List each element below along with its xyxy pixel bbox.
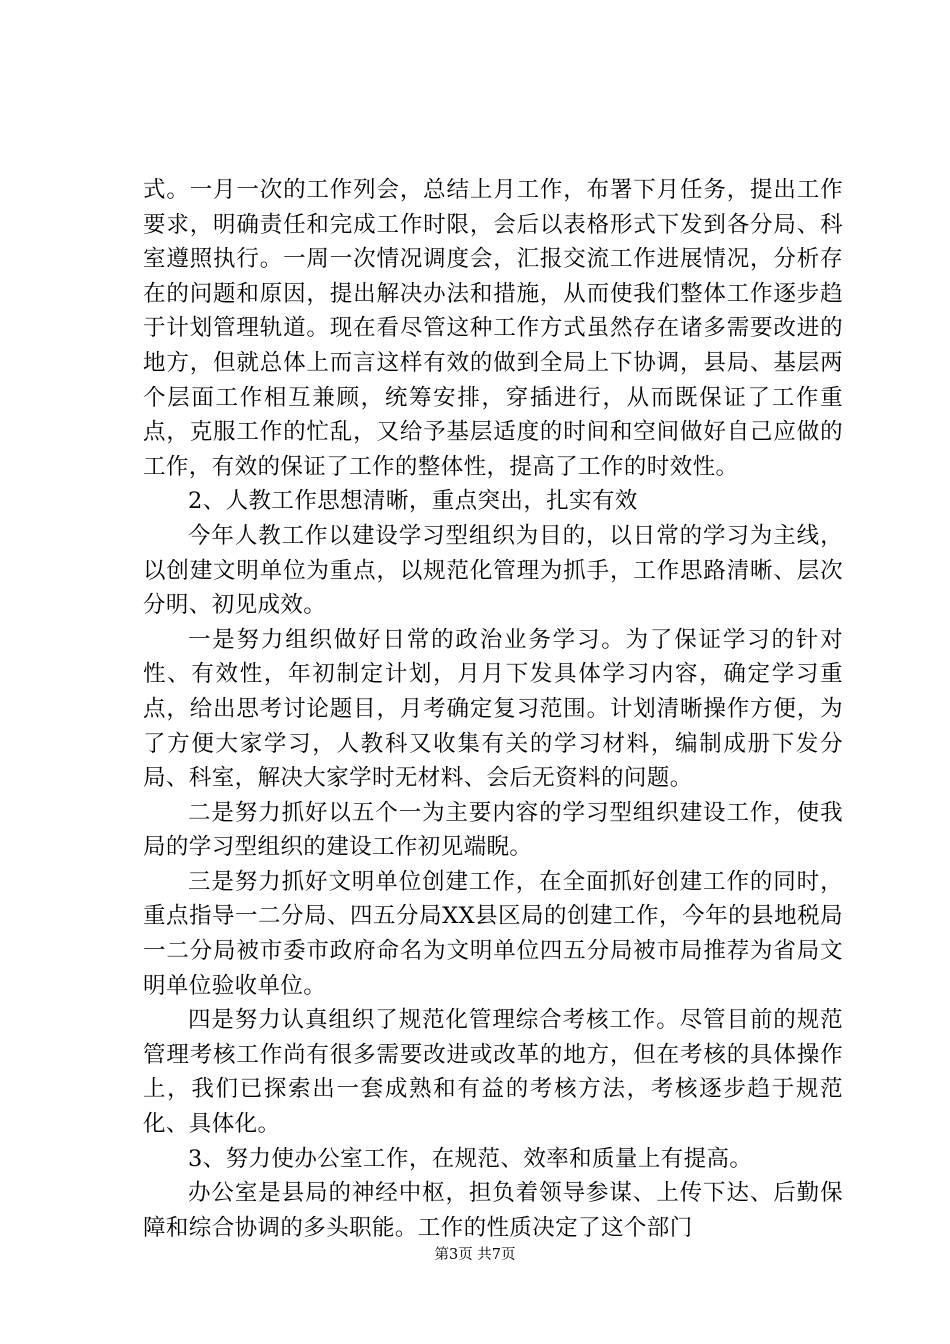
- page-number-footer: 第3页 共7页: [434, 1247, 516, 1263]
- paragraph: 今年人教工作以建设学习型组织为目的，以日常的学习为主线，以创建文明单位为重点，以规范化管理为抓手，工作思路清晰、层次分明、初见成效。: [143, 522, 843, 619]
- document-body: [143, 173, 843, 1245]
- paragraph: 办公室是县局的神经中枢，担负着领导参谋、上传下达、后勤保障和综合协调的多头职能。工作的性质决定了这个部门: [143, 1180, 843, 1241]
- paragraph: 三是努力抓好文明单位创建工作，在全面抓好创建工作的同时，重点指导一二分局、四五分局XX县区局的创建工作，今年的县地税局一二分局被市委市政府命名为文明单位四五分局被市局推荐为省局文明单位验收单位。: [143, 868, 843, 999]
- paragraph: 四是努力认真组织了规范化管理综合考核工作。尽管目前的规范管理考核工作尚有很多需要改进或改革的地方，但在考核的具体操作上，我们已探索出一套成熟和有益的考核方法，考核逐步趋于规范化、具体化。: [143, 1007, 843, 1138]
- section-heading-3: 3、努力使办公室工作，在规范、效率和质量上有提高。: [188, 1145, 753, 1172]
- paragraph-continuation: 式。一月一次的工作列会，总结上月工作，布署下月任务，提出工作要求，明确责任和完成工作时限，会后以表格形式下发到各分局、科室遵照执行。一周一次情况调度会，汇报交流工作进展情况，分析存在的问题和原因，提出解决办法和措施，从而使我们整体工作逐步趋于计划管理轨道。现在看尽管这种工作方式虽然存在诸多需要改进的地方，但就总体上而言这样有效的做到全局上下协调，县局、基层两个层面工作相互兼顾，统筹安排，穿插进行，从而既保证了工作重点，克服工作的忙乱，又给予基层适度的时间和空间做好自己应做的工作，有效的保证了工作的整体性，提高了工作的时效性。: [143, 177, 843, 480]
- section-heading-2: 2、人教工作思想清晰，重点突出，扎实有效: [188, 488, 638, 515]
- paragraph: 二是努力抓好以五个一为主要内容的学习型组织建设工作，使我局的学习型组织的建设工作初见端睨。: [143, 799, 843, 861]
- paragraph: 一是努力组织做好日常的政治业务学习。为了保证学习的针对性、有效性，年初制定计划，月月下发具体学习内容，确定学习重点，给出思考讨论题目，月考确定复习范围。计划清晰操作方便，为了方便大家学习，人教科又收集有关的学习材料，编制成册下发分局、科室，解决大家学时无材料、会后无资料的问题。: [143, 626, 843, 792]
